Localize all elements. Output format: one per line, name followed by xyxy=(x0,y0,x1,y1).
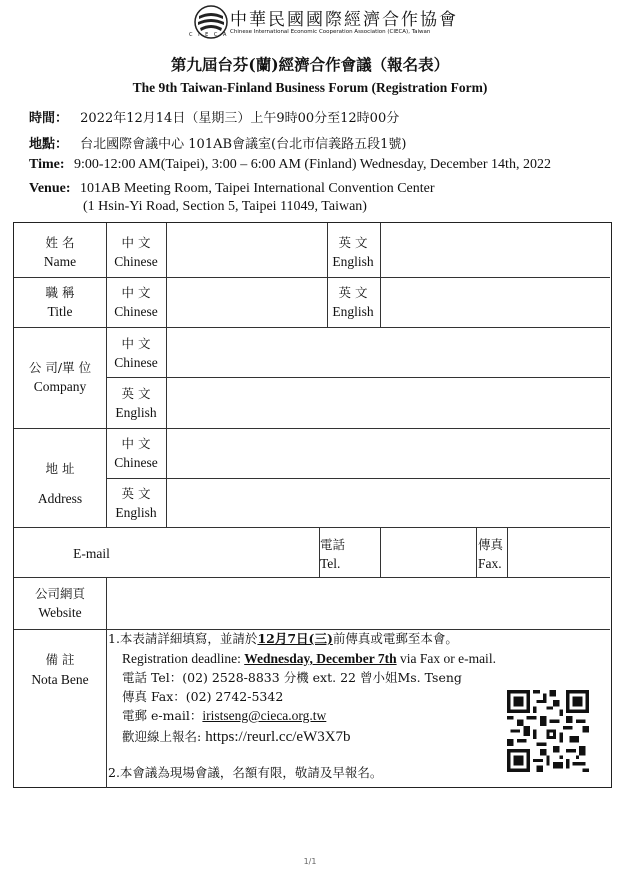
org-name-en: Chinese International Economic Cooperation Association (CIECA), Taiwan xyxy=(230,29,431,35)
title-english-label: 英 文 English xyxy=(332,285,374,319)
tel-label: 電話 Tel. xyxy=(320,537,346,571)
note-email: 電郵 e-mail：iristseng@cieca.org.tw xyxy=(122,708,327,723)
address-chinese-field[interactable] xyxy=(167,428,610,477)
place-cn-row xyxy=(29,133,406,152)
place-cn-value: 台北國際會議中心 101AB會議室(台北市信義路五段1號) xyxy=(80,137,407,152)
company-english-label: 英 文 English xyxy=(115,386,157,420)
venue-en-value-1: 101AB Meeting Room, Taipei International Convention Center xyxy=(80,181,435,196)
time-en-value: 9:00-12:00 AM(Taipei), 3:00 – 6:00 AM (Finland) Wednesday, December 14th, 2022 xyxy=(74,157,551,172)
address-label: 地 址 Address xyxy=(37,461,83,506)
fax-label: 傳真 Fax. xyxy=(478,537,504,571)
venue-en-value-2: (1 Hsin-Yi Road, Section 5, Taipei 11049, Taiwan) xyxy=(83,199,367,214)
company-chinese-field[interactable] xyxy=(167,327,610,376)
note-line-1: 1.本表請詳細填寫，並請於12月7日(三)前傳真或電郵至本會。 xyxy=(108,631,458,646)
tel-field[interactable] xyxy=(381,527,474,576)
email-label: E-mail xyxy=(73,546,110,561)
name-chinese-field[interactable] xyxy=(167,223,327,276)
time-cn-value: 2022年12月14日（星期三）上午9時00分至12時00分 xyxy=(80,111,400,126)
title-chinese-field[interactable] xyxy=(167,277,327,326)
email-field[interactable] xyxy=(167,527,317,576)
note-deadline-cn: 12月7日(三) xyxy=(257,631,333,646)
venue-en-row xyxy=(29,181,435,197)
address-chinese-label: 中 文 Chinese xyxy=(114,436,158,470)
fax-field[interactable] xyxy=(508,527,610,576)
form-title-en: The 9th Taiwan-Finland Business Forum (Registration Form) xyxy=(132,80,488,95)
company-label: 公 司/單 位 Company xyxy=(28,360,92,394)
place-cn-label: 地點： xyxy=(29,137,69,152)
website-field[interactable] xyxy=(107,577,610,628)
org-abbr: C I E C A xyxy=(189,32,229,38)
name-english-label: 英 文 English xyxy=(332,235,374,269)
note-tel: 電話 Tel：(02) 2528-8833 分機 ext. 22 曾小姐Ms. Tseng xyxy=(122,670,462,685)
name-label: 姓 名 Name xyxy=(43,235,77,269)
time-en-label: Time: xyxy=(29,157,65,172)
note-line-2: 2.本會議為現場會議，名額有限，敬請及早報名。 xyxy=(108,765,383,780)
company-english-field[interactable] xyxy=(167,377,610,426)
qr-code-icon[interactable] xyxy=(507,690,589,772)
name-chinese-label: 中 文 Chinese xyxy=(114,235,158,269)
org-name-cn: 中華民國國際經濟合作協會 xyxy=(230,10,458,30)
notes-label: 備 註 Nota Bene xyxy=(31,652,89,687)
time-cn-label: 時間： xyxy=(29,111,69,126)
venue-en-label: Venue: xyxy=(29,181,71,196)
note-fax: 傳真 Fax：(02) 2742-5342 xyxy=(122,689,284,704)
website-label: 公司網頁 Website xyxy=(34,586,85,620)
name-english-field[interactable] xyxy=(380,223,610,276)
email-link[interactable]: iristseng@cieca.org.tw xyxy=(202,708,327,723)
time-en-row xyxy=(29,157,551,173)
title-label: 職 稱 Title xyxy=(45,285,75,319)
page-number: 1/1 xyxy=(303,857,317,866)
form-title-cn: 第九屆台芬(蘭)經濟合作會議（報名表） xyxy=(170,55,450,74)
online-registration-link[interactable]: https://reurl.cc/eW3X7b xyxy=(205,729,351,745)
company-chinese-label: 中 文 Chinese xyxy=(114,336,158,370)
note-online: 歡迎線上報名: https://reurl.cc/eW3X7b xyxy=(122,729,351,745)
note-deadline-en: Registration deadline: Wednesday, December 7th via Fax or e-mail. xyxy=(122,651,496,666)
title-english-field[interactable] xyxy=(380,277,610,326)
address-english-label: 英 文 English xyxy=(115,486,157,520)
title-chinese-label: 中 文 Chinese xyxy=(114,285,158,319)
time-cn-row xyxy=(29,107,399,126)
address-english-field[interactable] xyxy=(167,478,610,526)
